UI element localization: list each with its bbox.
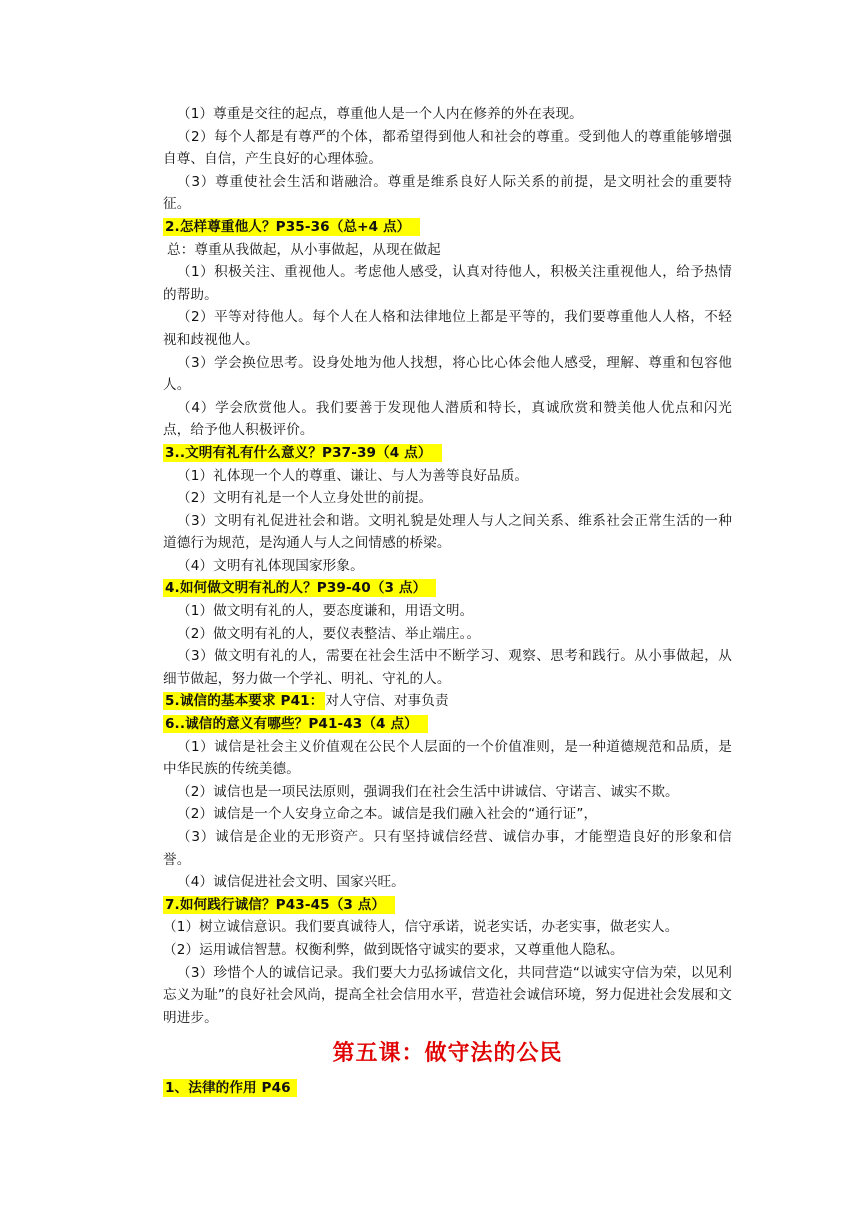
paragraph: （3）尊重使社会生活和谐融洽。尊重是维系良好人际关系的前提，是文明社会的重要特征。 [163,173,732,213]
list-item: （1）礼体现一个人的尊重、谦让、与人为善等良好品质。 [177,467,529,484]
list-item: （2）做文明有礼的人，要仪表整洁、举止端庄。。 [177,625,481,642]
list-item: （2）文明有礼是一个人立身处世的前提。 [177,490,433,507]
section-heading [163,713,732,736]
list-item: （3）诚信是企业的无形资产。只有坚持诚信经营、诚信办事，才能塑造良好的形象和信誉。 [163,829,732,868]
document-body [163,103,732,1100]
list-item: （3）学会换位思考。设身处地为他人找想，将心比心体会他人感受，理解、尊重和包容他人。 [163,354,732,394]
list-item: （2）运用诚信智慧。权衡利弊，做到既恪守诚实的要求，又尊重他人隐私。 [163,941,624,958]
section-heading [163,216,732,239]
list-item: （4）文明有礼体现国家形象。 [177,557,364,574]
highlighted-heading: 7.如何践行诚信？P43-45（3 点） [163,896,395,914]
section-heading [163,690,732,713]
requirement-text: 对人守信、对事负责 [325,693,449,710]
list-item: （2）诚信也是一项民法原则，强调我们在社会生活中讲诚信、守诺言、诚实不欺。 [177,783,679,800]
highlighted-heading: 1、法律的作用 P46 [163,1079,297,1097]
list-item: （3）做文明有礼的人，需要在社会生活中不断学习、观察、思考和践行。从小事做起，从细节做起，努力做一个学礼、明礼、守礼的人。 [163,648,732,687]
section-heading [163,442,732,465]
list-item: （3）珍惜个人的诚信记录。我们要大力弘扬诚信文化，共同营造“以诚实守信为荣，以见利忘义为耻”的良好社会风尚，提高全社会信用水平，营造社会诚信环境，努力促进社会发展和文明进步。 [163,964,732,1026]
summary-line: 总：尊重从我做起，从小事做起，从现在做起 [167,241,441,258]
list-item: （2）平等对待他人。每个人在人格和法律地位上都是平等的，我们要尊重他人人格，不轻视和歧视他人。 [163,309,732,348]
highlighted-heading: 2.怎样尊重他人？P35-36（总+4 点） [163,218,420,236]
highlighted-heading: 4.如何做文明有礼的人？P39-40（3 点） [163,579,436,597]
list-item: （4）诚信促进社会文明、国家兴旺。 [177,874,405,891]
section-heading [163,577,732,600]
list-item: （1）诚信是社会主义价值观在公民个人层面的一个价值准则，是一种道德规范和品质，是中华民族的传统美德。 [163,738,732,778]
section-heading [163,894,732,917]
paragraph: （1）尊重是交往的起点，尊重他人是一个人内在修养的外在表现。 [177,106,583,122]
highlighted-heading: 3..文明有礼有什么意义？P37-39（4 点） [163,444,442,462]
lesson-title: 第五课：做守法的公民 [332,1041,563,1067]
list-item: （2）诚信是一个人安身立命之本。诚信是我们融入社会的“通行证”， [177,806,598,823]
list-item: （1）做文明有礼的人，要态度谦和，用语文明。 [177,603,474,620]
list-item: （4）学会欣赏他人。我们要善于发现他人潜质和特长，真诚欣赏和赞美他人优点和闪光点，给予他人积极评价。 [163,399,732,439]
highlighted-heading: 5.诚信的基本要求 P41： [165,693,324,710]
list-item: （3）文明有礼促进社会和谐。文明礼貌是处理人与人之间关系、维系社会正常生活的一种道德行为规范，是沟通人与人之间情感的桥梁。 [163,512,732,552]
section-heading [163,1077,732,1100]
list-item: （1）树立诚信意识。我们要真诚待人，信守承诺，说老实话，办老实事，做老实人。 [163,919,679,936]
highlighted-heading: 6..诚信的意义有哪些？P41-43（4 点） [163,715,428,733]
paragraph: （2）每个人都是有尊严的个体，都希望得到他人和社会的尊重。受到他人的尊重能够增强自尊、自信，产生良好的心理体验。 [163,128,732,168]
list-item: （1）积极关注、重视他人。考虑他人感受，认真对待他人，积极关注重视他人，给予热情的帮助。 [163,264,732,303]
